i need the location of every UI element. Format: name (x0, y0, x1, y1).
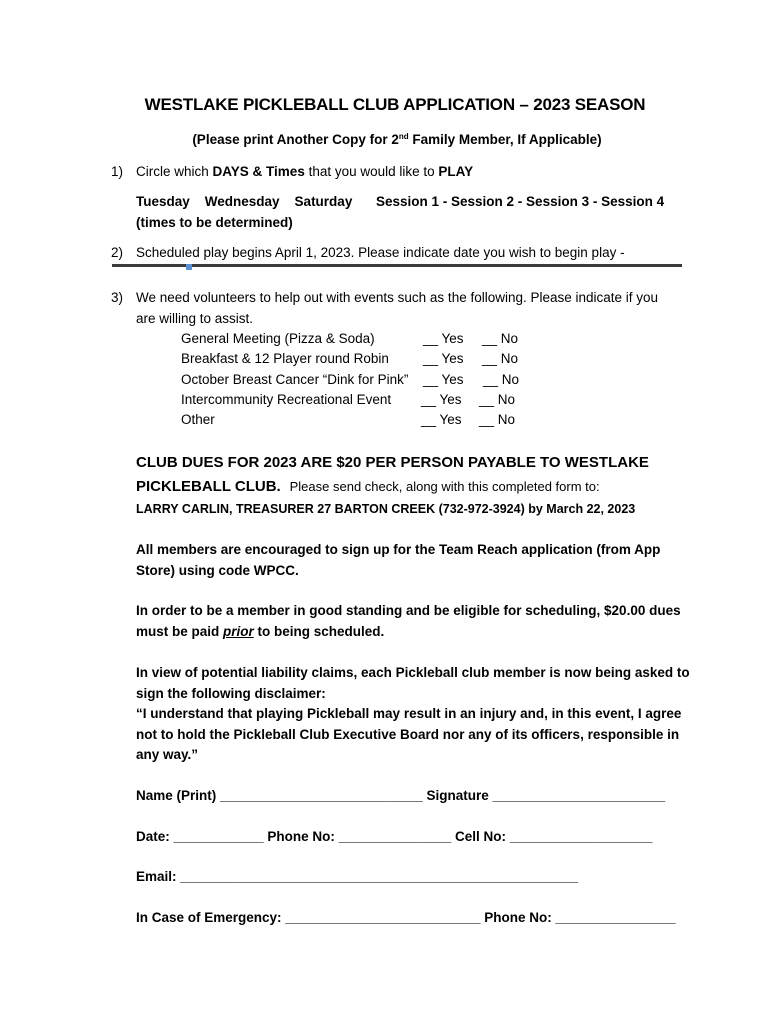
standing-line1: In order to be a member in good standing and be eligible for scheduling, $20.00 dues (136, 603, 681, 618)
horizontal-rule (112, 264, 682, 267)
q1-sessions[interactable]: Session 1 - Session 2 - Session 3 - Session 4 (376, 194, 665, 209)
dues-line2 (136, 478, 600, 496)
disclaimer-line2: not to hold the Pickleball Club Executive Board nor any of its officers, responsible in (136, 727, 680, 742)
standing-line2 (136, 624, 384, 639)
standing-text-b: to being scheduled. (253, 624, 385, 639)
liability-line1: In view of potential liability claims, each Pickleball club member is now being asked to (136, 665, 690, 680)
event-no-other[interactable]: __ No (479, 412, 516, 427)
treasurer-address: LARRY CARLIN, TREASURER 27 BARTON CREEK (732-972-3924) by March 22, 2023 (136, 502, 636, 516)
q1-text-a: Circle which (136, 164, 213, 179)
event-yes-general-meeting[interactable]: __ Yes (423, 331, 464, 346)
emergency-contact-field[interactable]: In Case of Emergency: __________________________ Phone No: ________________ (136, 910, 676, 925)
text-cursor-marker (186, 264, 192, 270)
q2-text: Scheduled play begins April 1, 2023. Please indicate date you wish to begin play - (136, 245, 625, 260)
q3-number: 3) (111, 290, 124, 305)
event-no-dink-for-pink[interactable]: __ No (483, 372, 520, 387)
q1-text (136, 164, 473, 179)
dues-send-instructions: Please send check, along with this completed form to: (289, 479, 600, 494)
event-yes-dink-for-pink[interactable]: __ Yes (423, 372, 464, 387)
subtitle-text-end: Family Member, If Applicable) (408, 132, 602, 147)
name-signature-field[interactable]: Name (Print) ___________________________ Signature _______________________ (136, 788, 666, 803)
dues-heading-line1: CLUB DUES FOR 2023 ARE $20 PER PERSON PAYABLE TO WESTLAKE (136, 454, 649, 471)
event-no-general-meeting[interactable]: __ No (482, 331, 519, 346)
disclaimer-line1: “I understand that playing Pickleball may result in an injury and, in this event, I agree (136, 706, 682, 721)
q1-play: PLAY (438, 164, 474, 179)
event-label-intercommunity: Intercommunity Recreational Event (181, 392, 392, 407)
q2-number: 2) (111, 245, 124, 260)
standing-prior: prior (223, 624, 254, 639)
event-label-dink-for-pink: October Breast Cancer “Dink for Pink” (181, 372, 409, 387)
page-subtitle (0, 132, 770, 147)
event-label-general-meeting: General Meeting (Pizza & Soda) (181, 331, 375, 346)
teamreach-line1: All members are encouraged to sign up for the Team Reach application (from App (136, 542, 661, 557)
q1-text-c: that you would like to (304, 164, 439, 179)
event-yes-other[interactable]: __ Yes (421, 412, 462, 427)
liability-line2: sign the following disclaimer: (136, 686, 326, 701)
event-label-breakfast: Breakfast & 12 Player round Robin (181, 351, 389, 366)
subtitle-text-start: (Please print Another Copy for 2 (192, 132, 399, 147)
event-label-other: Other (181, 412, 215, 427)
q1-days-times: DAYS & Times (212, 164, 305, 179)
dues-club-name: PICKLEBALL CLUB. (136, 478, 281, 495)
date-phone-cell-field[interactable]: Date: ____________ Phone No: _______________ Cell No: ___________________ (136, 829, 653, 844)
teamreach-line2: Store) using code WPCC. (136, 563, 299, 578)
event-yes-intercommunity[interactable]: __ Yes (421, 392, 462, 407)
q1-number: 1) (111, 164, 124, 179)
subtitle-superscript: nd (398, 132, 409, 141)
event-no-breakfast[interactable]: __ No (482, 351, 519, 366)
disclaimer-line3: any way.” (136, 747, 199, 762)
q3-line1: We need volunteers to help out with events such as the following. Please indicate if you (136, 290, 659, 305)
q1-times-note: (times to be determined) (136, 215, 293, 230)
standing-text-a: must be paid (136, 624, 224, 639)
q3-line2: are willing to assist. (136, 311, 254, 326)
page-title: WESTLAKE PICKLEBALL CLUB APPLICATION – 2023 SEASON (144, 95, 646, 114)
event-no-intercommunity[interactable]: __ No (479, 392, 516, 407)
q1-days[interactable]: Tuesday Wednesday Saturday (136, 194, 353, 209)
email-field[interactable]: Email: _____________________________________________________ (136, 869, 579, 884)
event-yes-breakfast[interactable]: __ Yes (423, 351, 464, 366)
